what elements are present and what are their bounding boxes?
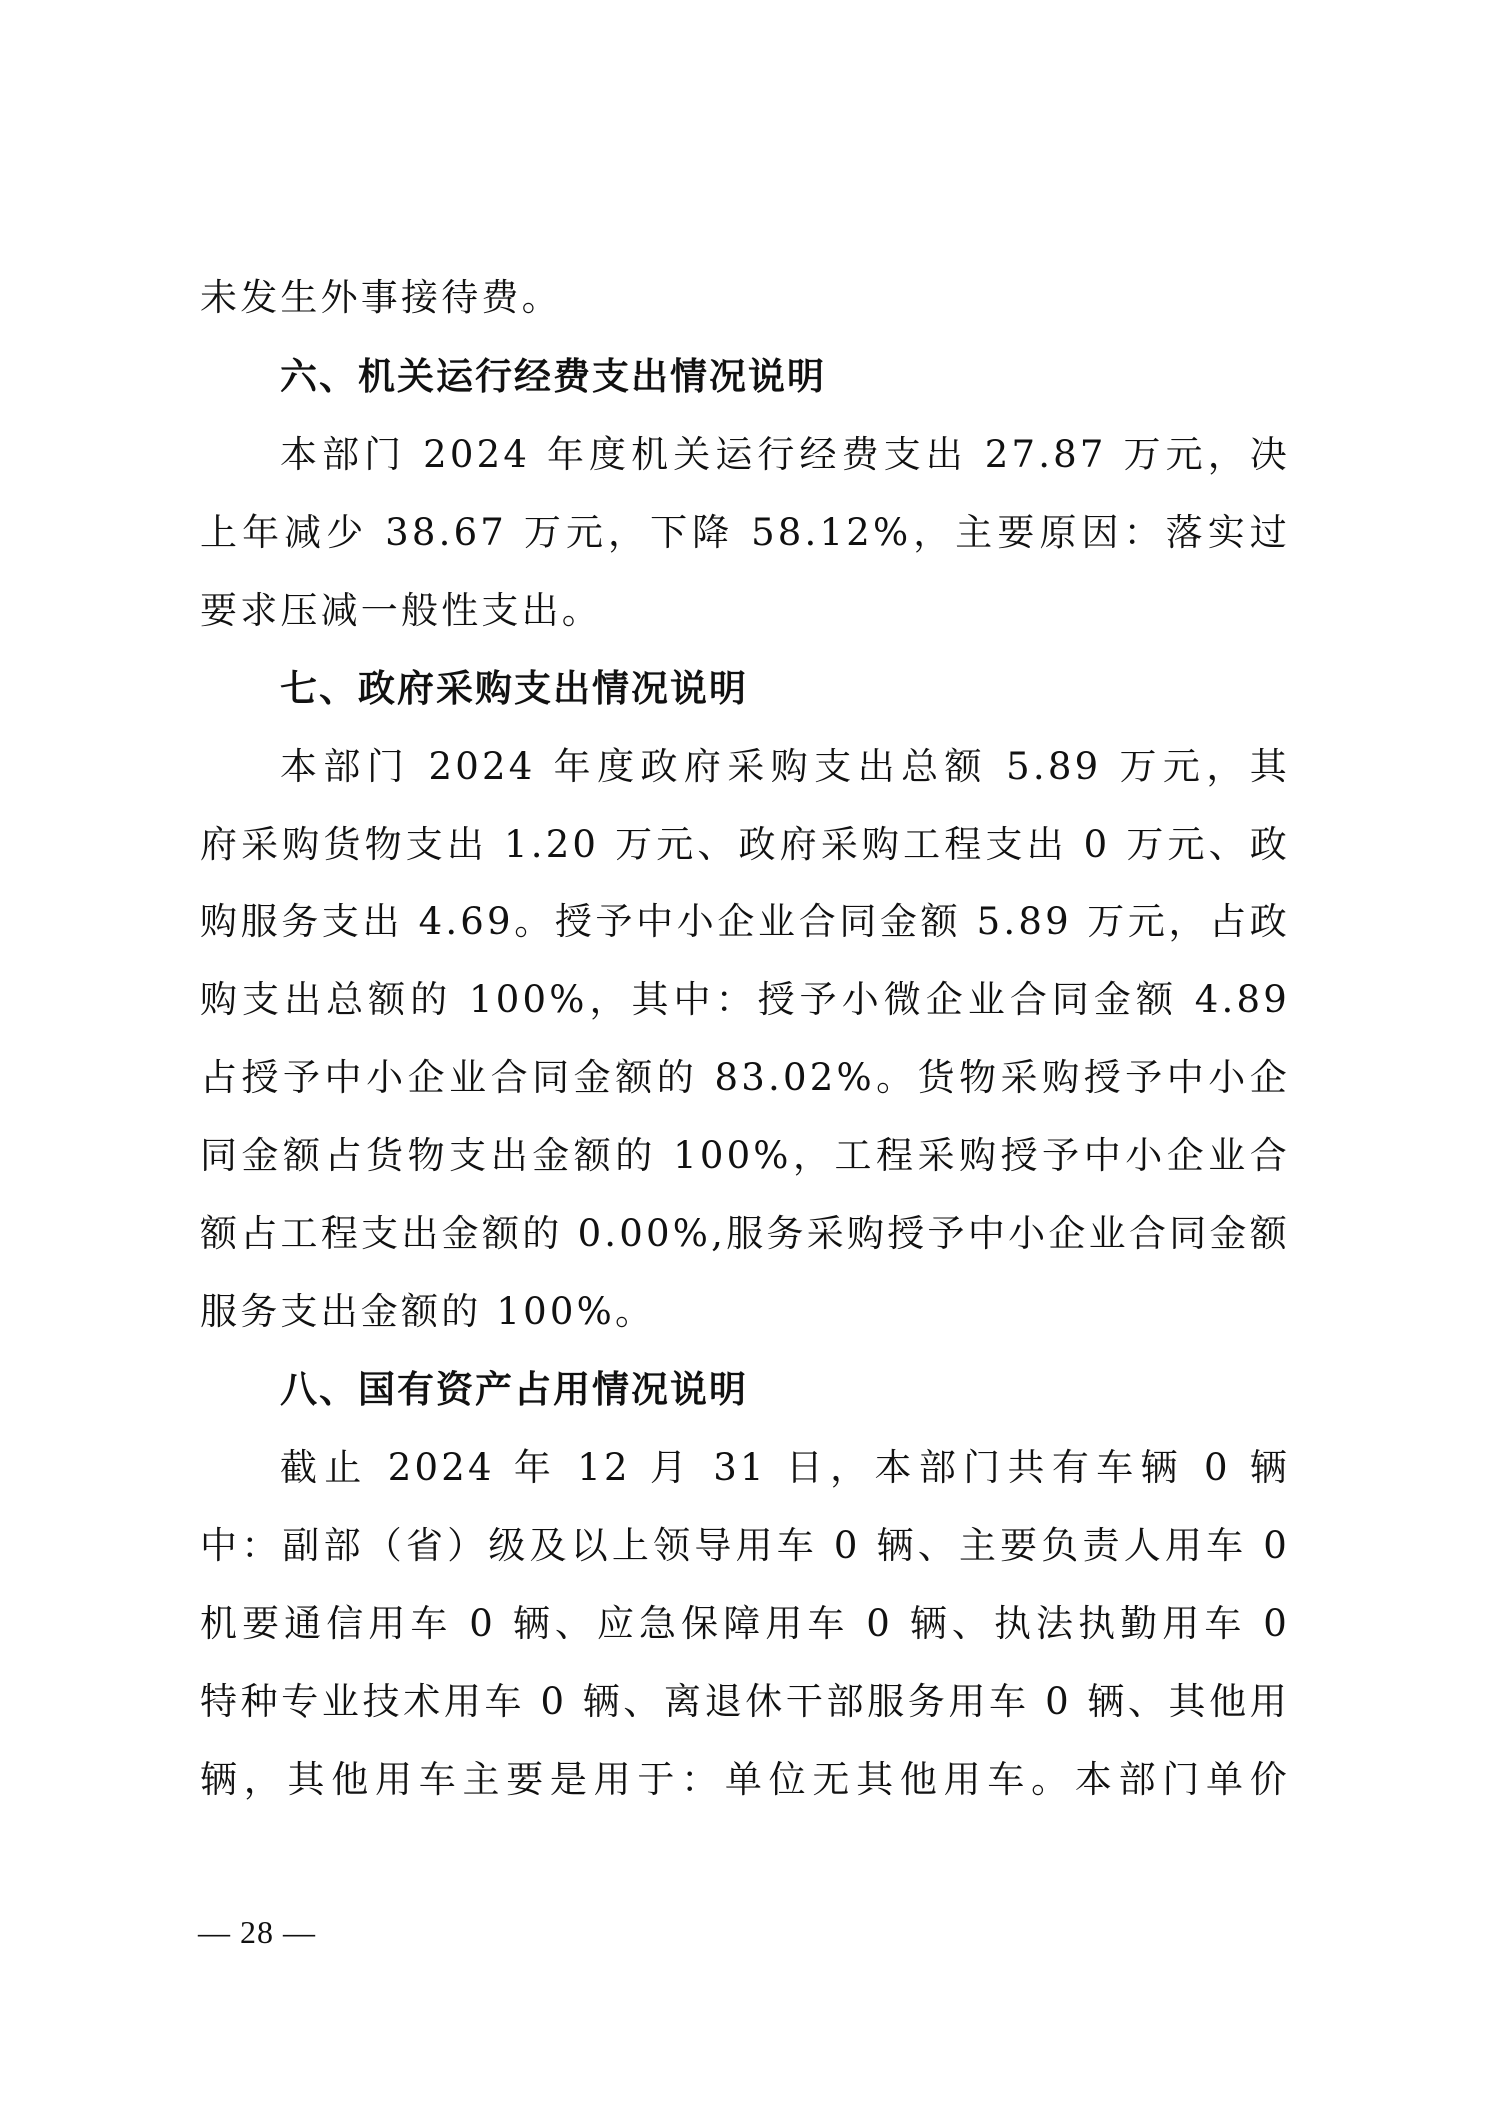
paragraph-line: 本部门 2024 年度政府采购支出总额 5.89 万元，其 bbox=[280, 745, 1290, 788]
paragraph-line: 购支出总额的 100%，其中：授予小微企业合同金额 4.89 bbox=[200, 978, 1290, 1021]
paragraph-line: 占授予中小企业合同金额的 83.02%。货物采购授予中小企 bbox=[200, 1056, 1290, 1099]
paragraph-line: 未发生外事接待费。 bbox=[200, 276, 562, 319]
paragraph-line: 辆，其他用车主要是用于：单位无其他用车。本部门单价 bbox=[200, 1758, 1290, 1801]
paragraph-line: 特种专业技术用车 0 辆、离退休干部服务用车 0 辆、其他用 bbox=[200, 1680, 1290, 1723]
paragraph-line: 府采购货物支出 1.20 万元、政府采购工程支出 0 万元、政 bbox=[200, 823, 1290, 866]
paragraph-line: 购服务支出 4.69。授予中小企业合同金额 5.89 万元，占政 bbox=[200, 900, 1290, 943]
paragraph-line: 同金额占货物支出金额的 100%，工程采购授予中小企业合 bbox=[200, 1134, 1290, 1177]
paragraph-line: 中：副部（省）级及以上领导用车 0 辆、主要负责人用车 0 bbox=[200, 1524, 1290, 1567]
paragraph-line: 本部门 2024 年度机关运行经费支出 27.87 万元，决 bbox=[280, 433, 1290, 476]
paragraph-line: 要求压减一般性支出。 bbox=[200, 589, 602, 632]
section-heading-6: 六、机关运行经费支出情况说明 bbox=[280, 355, 826, 398]
section-heading-7: 七、政府采购支出情况说明 bbox=[280, 667, 748, 710]
paragraph-line: 服务支出金额的 100%。 bbox=[200, 1290, 656, 1333]
paragraph-line: 机要通信用车 0 辆、应急保障用车 0 辆、执法执勤用车 0 bbox=[200, 1602, 1290, 1645]
paragraph-line: 截止 2024 年 12 月 31 日，本部门共有车辆 0 辆 bbox=[280, 1446, 1290, 1489]
page-number: — 28 — bbox=[198, 1914, 316, 1950]
section-heading-8: 八、国有资产占用情况说明 bbox=[280, 1368, 748, 1411]
paragraph-line: 上年减少 38.67 万元，下降 58.12%，主要原因：落实过 bbox=[200, 511, 1290, 554]
paragraph-line: 额占工程支出金额的 0.00%,服务采购授予中小企业合同金额 bbox=[200, 1212, 1290, 1255]
